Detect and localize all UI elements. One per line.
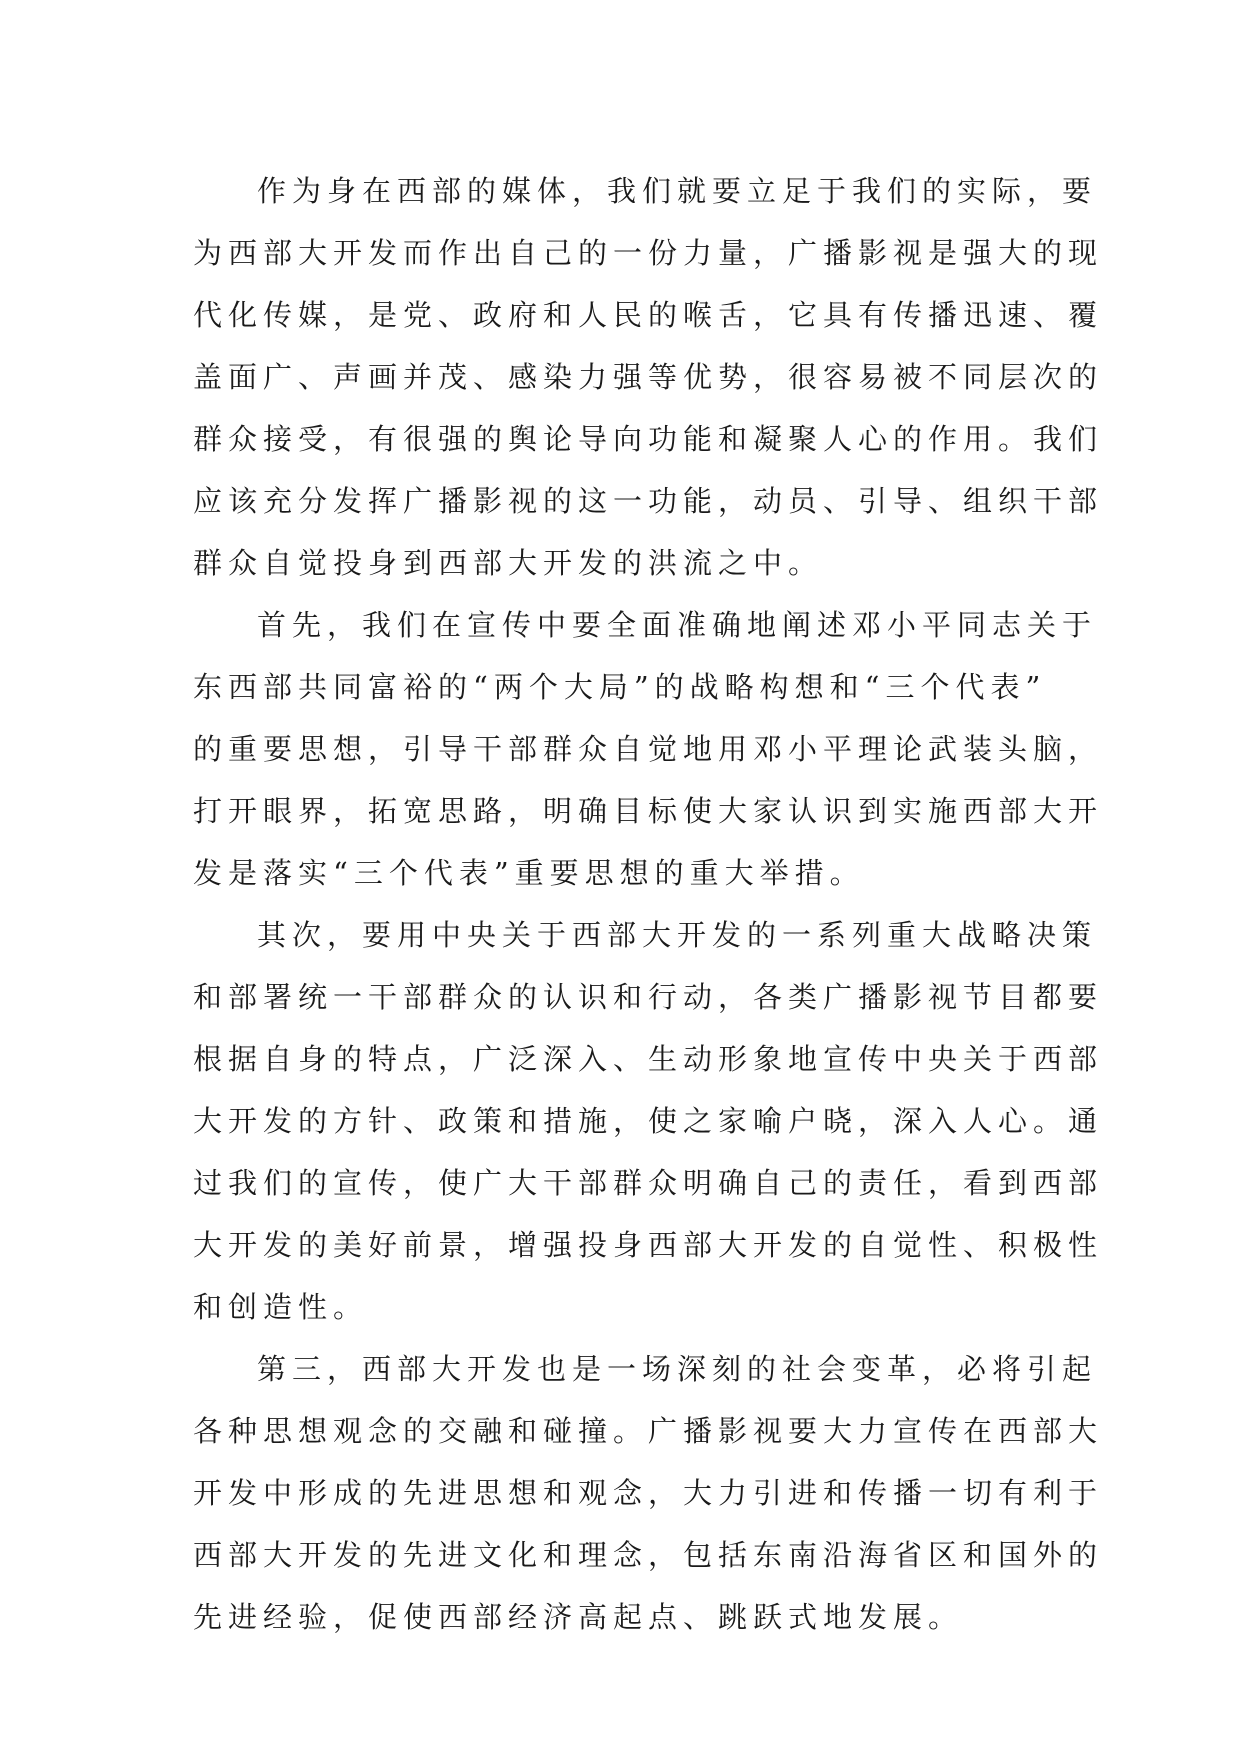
text-line: 首先，我们在宣传中要全面准确地阐述邓小平同志关于: [257, 608, 1098, 642]
text-line: 应该充分发挥广播影视的这一功能，动员、引导、组织干部: [193, 484, 1104, 518]
text-line: 过我们的宣传，使广大干部群众明确自己的责任，看到西部: [193, 1166, 1104, 1200]
text-line: 根据自身的特点，广泛深入、生动形象地宣传中央关于西部: [193, 1042, 1104, 1076]
text-line: 的重要思想，引导干部群众自觉地用邓小平理论武装头脑，: [193, 732, 1104, 766]
text-line: 西部大开发的先进文化和理念，包括东南沿海省区和国外的: [193, 1538, 1104, 1572]
text-line: 群众自觉投身到西部大开发的洪流之中。: [193, 546, 824, 580]
text-line: 为西部大开发而作出自己的一份力量，广播影视是强大的现: [193, 236, 1104, 270]
text-line: 大开发的美好前景，增强投身西部大开发的自觉性、积极性: [193, 1228, 1104, 1262]
text-line: 盖面广、声画并茂、感染力强等优势，很容易被不同层次的: [193, 360, 1104, 394]
text-line: 东西部共同富裕的“两个大局”的战略构想和“三个代表”: [193, 670, 1047, 704]
paragraph-2: [193, 594, 1104, 904]
body-text: [193, 160, 1104, 1648]
paragraph-1: [193, 160, 1104, 594]
text-line: 和部署统一干部群众的认识和行动，各类广播影视节目都要: [193, 980, 1104, 1014]
text-line: 发是落实“三个代表”重要思想的重大举措。: [193, 856, 865, 890]
text-line: 各种思想观念的交融和碰撞。广播影视要大力宣传在西部大: [193, 1414, 1104, 1448]
text-line: 和创造性。: [193, 1290, 369, 1324]
text-line: 群众接受，有很强的舆论导向功能和凝聚人心的作用。我们: [193, 422, 1104, 456]
text-line: 其次，要用中央关于西部大开发的一系列重大战略决策: [257, 918, 1098, 952]
text-line: 开发中形成的先进思想和观念，大力引进和传播一切有利于: [193, 1476, 1104, 1510]
text-line: 打开眼界，拓宽思路，明确目标使大家认识到实施西部大开: [193, 794, 1104, 828]
paragraph-3: [193, 904, 1104, 1338]
text-line: 第三，西部大开发也是一场深刻的社会变革，必将引起: [257, 1352, 1098, 1386]
text-line: 作为身在西部的媒体，我们就要立足于我们的实际，要: [257, 174, 1098, 208]
text-line: 先进经验，促使西部经济高起点、跳跃式地发展。: [193, 1600, 964, 1634]
text-line: 大开发的方针、政策和措施，使之家喻户晓，深入人心。通: [193, 1104, 1104, 1138]
paragraph-4: [193, 1338, 1104, 1648]
text-line: 代化传媒，是党、政府和人民的喉舌，它具有传播迅速、覆: [193, 298, 1104, 332]
